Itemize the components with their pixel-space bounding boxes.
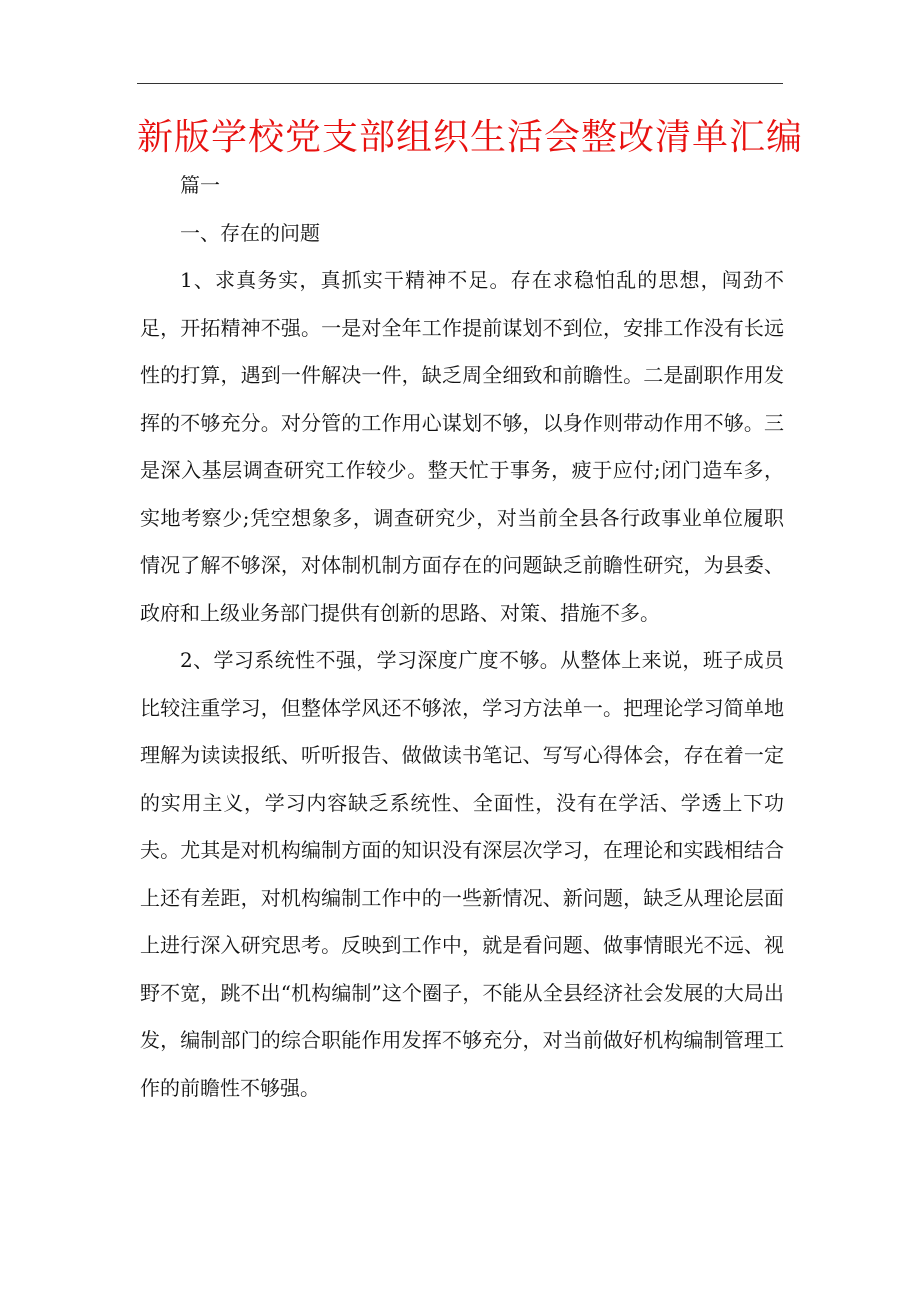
document-body	[140, 162, 784, 1112]
header-rule	[137, 83, 783, 84]
part-label: 篇一	[180, 173, 220, 197]
paragraph-1: 1、求真务实，真抓实干精神不足。存在求稳怕乱的思想，闯劲不足，开拓精神不强。一是对全年工作提前谋划不到位，安排工作没有长远性的打算，遇到一件解决一件，缺乏周全细致和前瞻性。二是副职作用发挥的不够充分。对分管的工作用心谋划不够，以身作则带动作用不够。三是深入基层调查研究工作较少。整天忙于事务，疲于应付;闭门造车多，实地考察少;凭空想象多，调查研究少，对当前全县各行政事业单位履职情况了解不够深，对体制机制方面存在的问题缺乏前瞻性研究，为县委、政府和上级业务部门提供有创新的思路、对策、措施不多。	[140, 268, 784, 625]
paragraph-2: 2、学习系统性不强，学习深度广度不够。从整体上来说，班子成员比较注重学习，但整体学风还不够浓，学习方法单一。把理论学习简单地理解为读读报纸、听听报告、做做读书笔记、写写心得体会，存在着一定的实用主义，学习内容缺乏系统性、全面性，没有在学活、学透上下功夫。尤其是对机构编制方面的知识没有深层次学习，在理论和实践相结合上还有差距，对机构编制工作中的一些新情况、新问题，缺乏从理论层面上进行深入研究思考。反映到工作中，就是看问题、做事情眼光不远、视野不宽，跳不出“机构编制”这个圈子，不能从全县经济社会发展的大局出发，编制部门的综合职能作用发挥不够充分，对当前做好机构编制管理工作的前瞻性不够强。	[140, 648, 784, 1100]
document-title: 新版学校党支部组织生活会整改清单汇编	[137, 117, 804, 158]
section-heading: 一、存在的问题	[180, 220, 320, 245]
